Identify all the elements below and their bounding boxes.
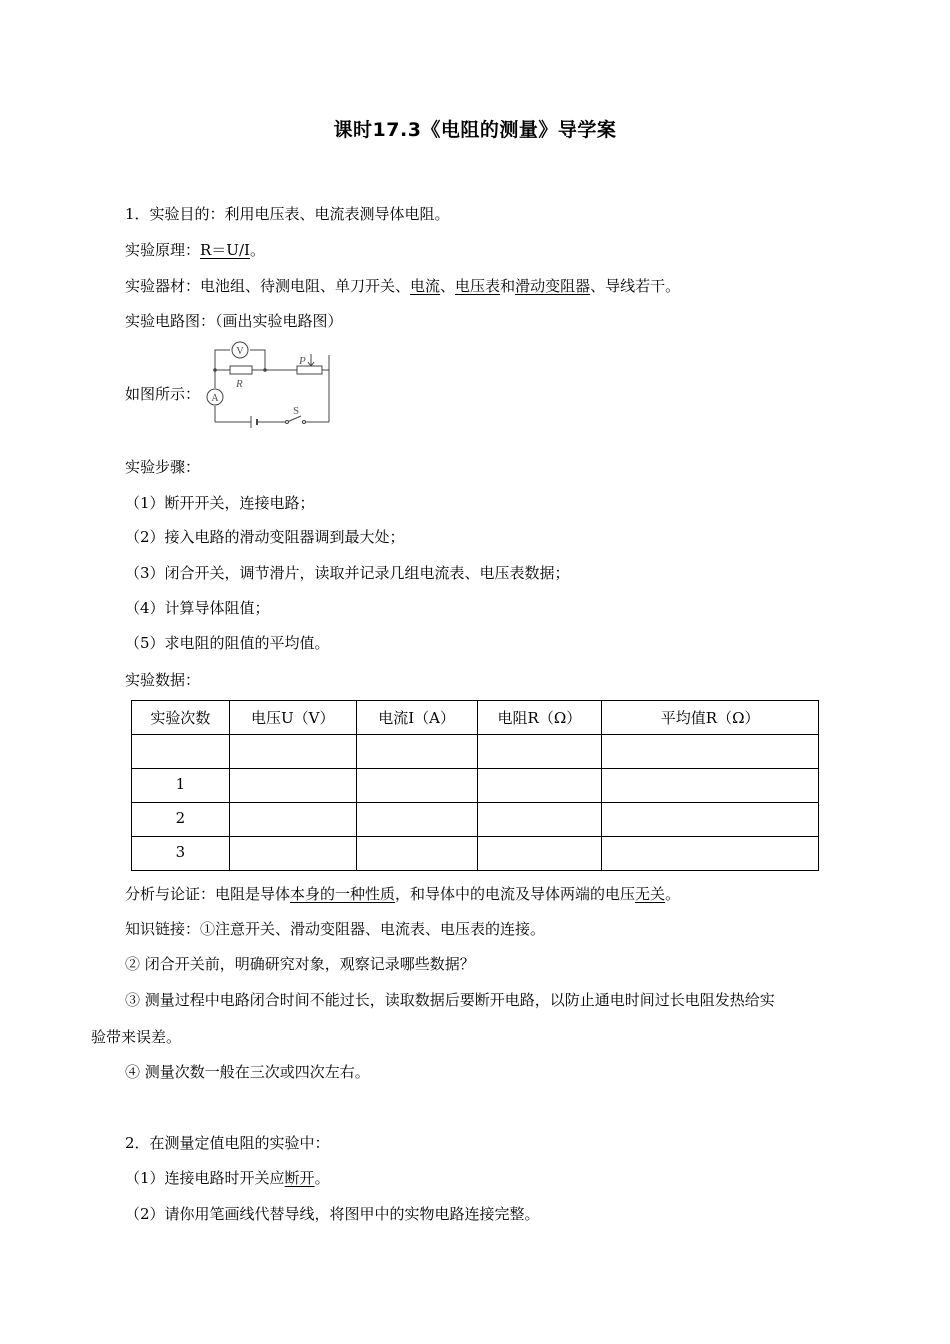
- table-cell: [229, 769, 356, 803]
- note-item-continued: 验带来误差。: [91, 1028, 182, 1046]
- question-text: （1）连接电路时开关应: [125, 1169, 285, 1187]
- note-item: ③ 测量过程中电路闭合时间不能过长，读取数据后要断开电路，以防止通电时间过长电阻发热给实: [125, 991, 775, 1009]
- equipment-text: 实验器材：电池组、待测电阻、单刀开关、: [125, 277, 411, 295]
- question-2-heading: 2．在测量定值电阻的实验中：: [125, 1134, 330, 1152]
- equipment-line: [125, 276, 680, 296]
- knowledge-link: 知识链接：①注意开关、滑动变阻器、电流表、电压表的连接。: [125, 920, 546, 938]
- question-2-part-1: [125, 1168, 330, 1188]
- switch-contact: [286, 421, 289, 424]
- question-answer: 断开: [284, 1169, 315, 1187]
- step-item: （2）接入电路的滑动变阻器调到最大处；: [125, 528, 405, 546]
- steps-heading: 实验步骤：: [125, 458, 201, 476]
- resistor-label: R: [236, 378, 243, 390]
- ammeter-label: A: [211, 393, 219, 404]
- analysis-text: ，和导体中的电流及导体两端的电压: [395, 885, 636, 903]
- table-header-cell: 电流I（A）: [356, 701, 477, 735]
- table-cell: [477, 735, 602, 769]
- table-cell: [602, 803, 819, 837]
- table-row: [132, 735, 819, 769]
- table-cell: [132, 735, 230, 769]
- step-item: （5）求电阻的阻值的平均值。: [125, 634, 330, 652]
- analysis-text: 。: [665, 885, 681, 903]
- table-cell: [356, 769, 477, 803]
- table-row: [132, 837, 819, 871]
- principle-label: 实验原理：: [125, 241, 201, 259]
- equipment-answer-ammeter: 电流: [410, 277, 441, 295]
- table-header-row: [132, 701, 819, 735]
- step-item: （3）闭合开关，调节滑片，读取并记录几组电流表、电压表数据；: [125, 564, 570, 582]
- table-header-cell: 电阻R（Ω）: [477, 701, 602, 735]
- equipment-answer-voltmeter: 电压表: [455, 277, 501, 295]
- page-title: 课时17.3《电阻的测量》导学案: [333, 119, 617, 141]
- principle-end: 。: [249, 241, 265, 259]
- table-header-cell: 电压U（V）: [229, 701, 356, 735]
- equipment-answer-rheostat: 滑动变阻器: [515, 277, 591, 295]
- equipment-text: 和: [500, 277, 516, 295]
- equipment-text: 、: [440, 277, 456, 295]
- voltmeter-label: V: [236, 346, 244, 357]
- table-header-cell: 平均值R（Ω）: [602, 701, 819, 735]
- question-2-part-2: （2）请你用笔画线代替导线，将图甲中的实物电路连接完整。: [125, 1205, 540, 1223]
- step-item: （1）断开开关，连接电路；: [125, 494, 315, 512]
- table-cell: [356, 803, 477, 837]
- table-header-cell: 实验次数: [132, 701, 230, 735]
- table-cell: [477, 803, 602, 837]
- circuit-heading: 实验电路图：（画出实验电路图）: [125, 312, 343, 330]
- table-cell: [356, 837, 477, 871]
- switch-label: S: [293, 405, 300, 417]
- table-cell: [477, 769, 602, 803]
- principle-line: [125, 240, 265, 260]
- table-row: [132, 769, 819, 803]
- table-cell: 2: [132, 803, 230, 837]
- equipment-text: 、导线若干。: [590, 277, 681, 295]
- analysis-line: [125, 884, 680, 904]
- question-text: 。: [314, 1169, 330, 1187]
- table-cell: 3: [132, 837, 230, 871]
- analysis-text: 分析与论证：电阻是导体: [125, 885, 291, 903]
- analysis-answer: 无关: [635, 885, 666, 903]
- table-cell: [229, 735, 356, 769]
- table-cell: [229, 803, 356, 837]
- data-heading: 实验数据：: [125, 671, 201, 689]
- rheostat-label: P: [299, 355, 306, 367]
- circuit-diagram: [205, 340, 340, 430]
- table-row: [132, 803, 819, 837]
- table-cell: [229, 837, 356, 871]
- data-table: [131, 700, 819, 871]
- as-shown-label: 如图所示：: [125, 385, 201, 403]
- table-cell: [602, 837, 819, 871]
- table-cell: 1: [132, 769, 230, 803]
- table-cell: [602, 735, 819, 769]
- switch-contact: [303, 421, 306, 424]
- table-cell: [602, 769, 819, 803]
- note-item: ④ 测量次数一般在三次或四次左右。: [125, 1063, 370, 1081]
- junction-dot: [213, 368, 217, 372]
- principle-formula: R＝U/I: [200, 241, 250, 259]
- table-cell: [356, 735, 477, 769]
- junction-dot: [263, 368, 267, 372]
- note-item: ② 闭合开关前，明确研究对象，观察记录哪些数据？: [125, 955, 475, 973]
- step-item: （4）计算导体阻值；: [125, 599, 270, 617]
- table-cell: [477, 837, 602, 871]
- analysis-answer: 本身的一种性质: [290, 885, 396, 903]
- purpose-line: 1．实验目的：利用电压表、电流表测导体电阻。: [125, 205, 450, 223]
